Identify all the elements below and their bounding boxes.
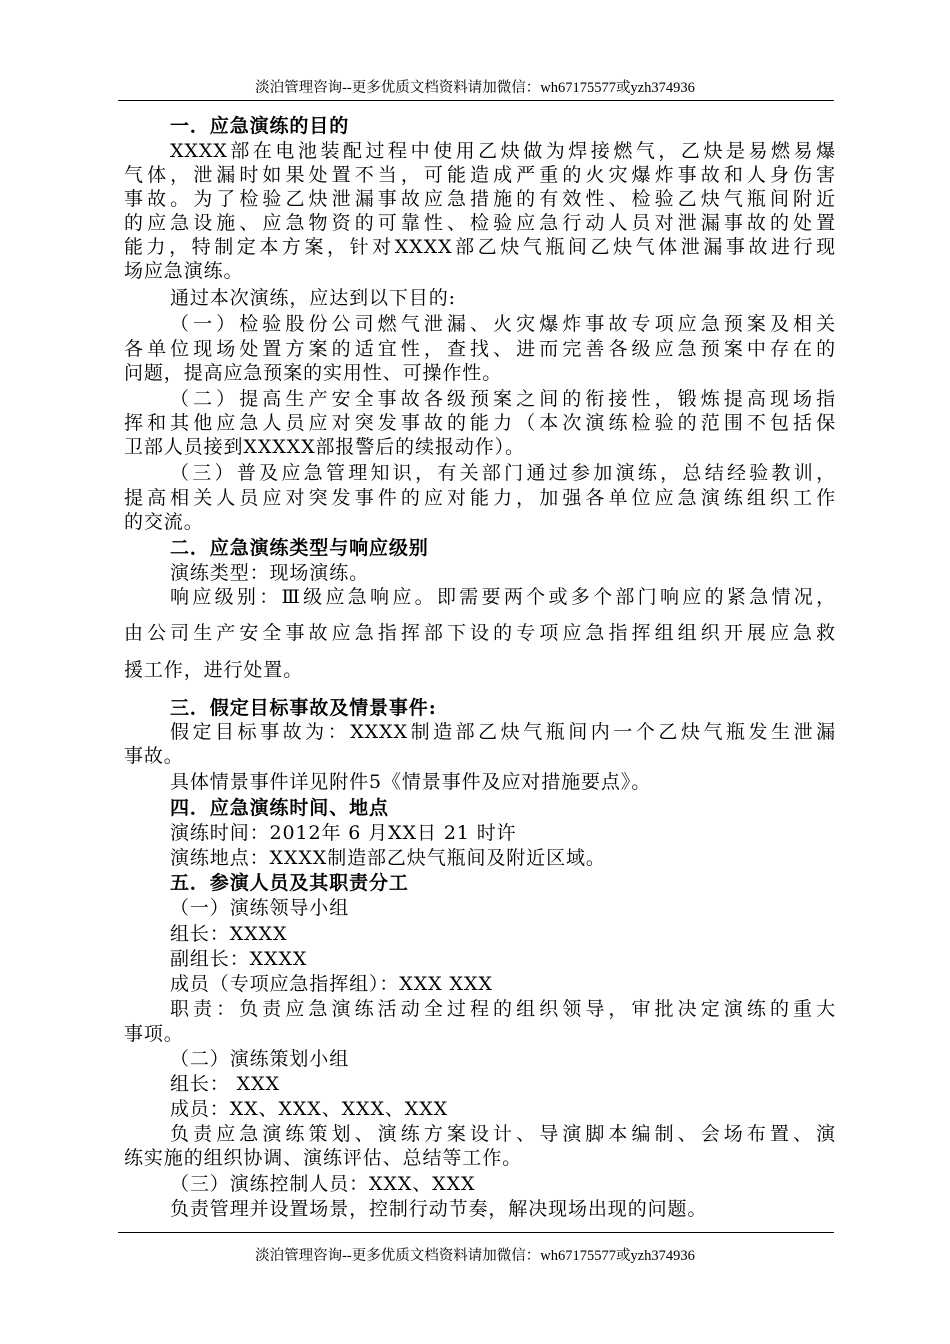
body-line: 成员：XX、XXX、XXX、XXX	[170, 1098, 449, 1120]
body-line: （二）演练策划小组	[170, 1048, 350, 1070]
body-line: 成员（专项应急指挥组）：XXX XXX	[170, 973, 493, 995]
body-line: 组长：XXXX	[170, 923, 288, 945]
body-line: 练实施的组织协调、演练评估、总结等工作。	[124, 1147, 523, 1169]
body-line: 演练时间：2012年 6 月XX日 21 时许	[170, 822, 517, 844]
heading-5: 五．参演人员及其职责分工	[170, 872, 409, 894]
body-line: XXXX部在电池装配过程中使用乙炔做为焊接燃气，乙炔是易燃易爆	[170, 140, 836, 162]
body-line: （三）演练控制人员：XXX、XXX	[170, 1173, 476, 1195]
body-line: 事故。	[124, 745, 184, 767]
body-line: 响应级别：Ⅲ级应急响应。即需要两个或多个部门响应的紧急情况，	[170, 586, 836, 608]
body-line: 问题，提高应急预案的实用性、可操作性。	[124, 362, 503, 384]
body-line: 提高相关人员应对突发事件的应对能力，加强各单位应急演练组织工作	[124, 487, 836, 509]
body-line: 事项。	[124, 1023, 184, 1045]
page-header: 淡泊管理咨询--更多优质文档资料请加微信：wh67175577或yzh374936	[255, 80, 695, 96]
body-line: （一）检验股份公司燃气泄漏、火灾爆炸事故专项应急预案及相关	[170, 313, 836, 335]
page-footer: 淡泊管理咨询--更多优质文档资料请加微信：wh67175577或yzh374936	[255, 1248, 695, 1264]
body-line: 演练类型：现场演练。	[170, 562, 370, 584]
body-line: （二）提高生产安全事故各级预案之间的衔接性，锻炼提高现场指	[170, 388, 836, 410]
body-line: 的交流。	[124, 511, 204, 533]
body-line: 各单位现场处置方案的适宜性，查找、进而完善各级应急预案中存在的	[124, 338, 836, 360]
body-line: 负责管理并设置场景，控制行动节奏，解决现场出现的问题。	[170, 1198, 708, 1220]
header-rule	[118, 100, 834, 101]
body-line: 通过本次演练，应达到以下目的:	[170, 287, 456, 309]
body-line: 能力，特制定本方案，针对XXXX部乙炔气瓶间乙炔气体泄漏事故进行现	[124, 236, 836, 258]
body-line: 的应急设施、应急物资的可靠性、检验应急行动人员对泄漏事故的处置	[124, 212, 836, 234]
body-line: 职责：负责应急演练活动全过程的组织领导，审批决定演练的重大	[170, 998, 836, 1020]
body-line: （三）普及应急管理知识，有关部门通过参加演练，总结经验教训，	[170, 462, 836, 484]
footer-rule	[118, 1232, 834, 1233]
body-line: 事故。为了检验乙炔泄漏事故应急措施的有效性、检验乙炔气瓶间附近	[124, 188, 836, 210]
body-line: 假定目标事故为：XXXX制造部乙炔气瓶间内一个乙炔气瓶发生泄漏	[170, 721, 836, 743]
body-line: 气体，泄漏时如果处置不当，可能造成严重的火灾爆炸事故和人身伤害	[124, 164, 836, 186]
body-line: 具体情景事件详见附件5《情景事件及应对措施要点》。	[170, 771, 652, 793]
body-line: 组长： XXX	[170, 1073, 280, 1095]
body-line: （一）演练领导小组	[170, 897, 350, 919]
body-line: 由公司生产安全事故应急指挥部下设的专项应急指挥组组织开展应急救	[124, 622, 836, 644]
body-line: 援工作，进行处置。	[124, 659, 304, 681]
heading-2: 二．应急演练类型与响应级别	[170, 537, 429, 559]
heading-1: 一．应急演练的目的	[170, 115, 350, 137]
body-line: 卫部人员接到XXXXX部报警后的续报动作）。	[124, 436, 525, 458]
heading-3: 三．假定目标事故及情景事件:	[170, 697, 437, 719]
body-line: 场应急演练。	[124, 260, 244, 282]
body-line: 副组长：XXXX	[170, 948, 308, 970]
body-line: 挥和其他应急人员应对突发事故的能力（本次演练检验的范围不包括保	[124, 412, 836, 434]
body-line: 负责应急演练策划、演练方案设计、导演脚本编制、会场布置、演	[170, 1123, 836, 1145]
body-line: 演练地点：XXXX制造部乙炔气瓶间及附近区域。	[170, 847, 606, 869]
heading-4: 四．应急演练时间、地点	[170, 797, 389, 819]
